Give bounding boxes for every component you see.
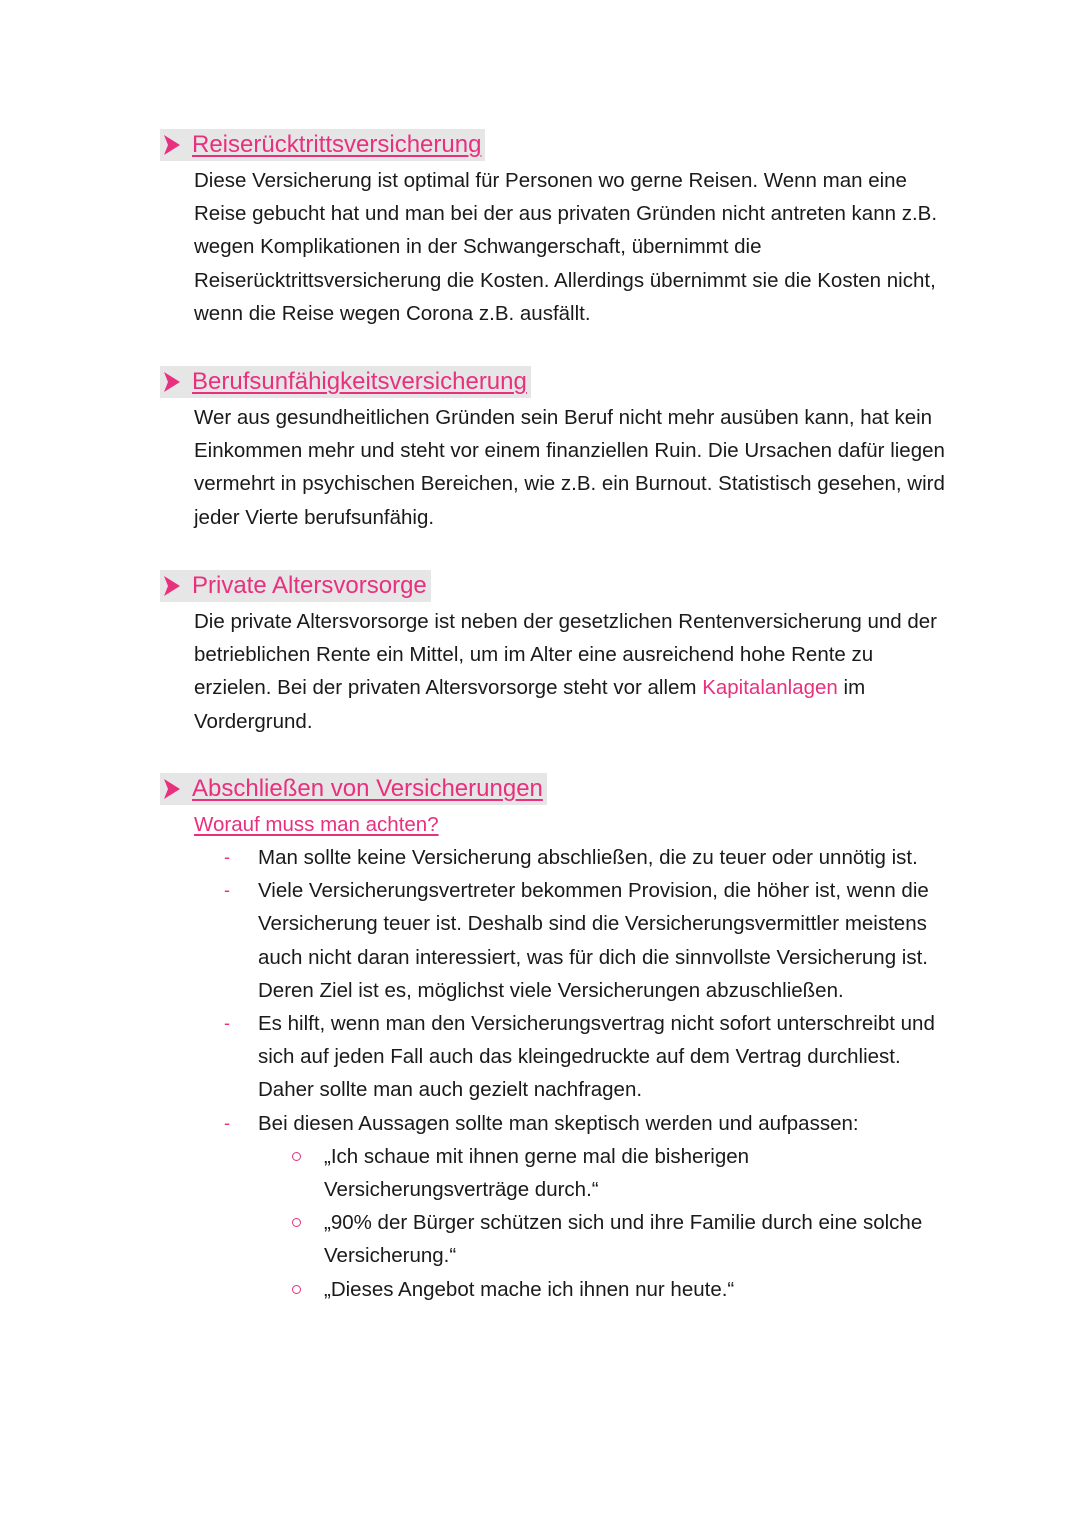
section-abschliessen xyxy=(160,772,960,1306)
list-item xyxy=(224,1107,954,1306)
circle-bullet-icon xyxy=(292,1152,301,1161)
list-item-text: Es hilft, wenn man den Versicherungsvertrag nicht sofort unterschreibt und sich auf jeden Fall auch das kleingedruckte auf dem Vertrag durchliest. Daher sollte man auch gezielt nachfragen. xyxy=(258,1012,935,1102)
section-title: Berufsunfähigkeitsversicherung xyxy=(192,368,527,395)
arrow-bullet-icon xyxy=(162,133,182,157)
section-paragraph: Wer aus gesundheitlichen Gründen sein Beruf nicht mehr ausüben kann, hat kein Einkommen mehr und steht vor einem finanziellen Ruin. Die Ursachen dafür liegen vermehrt in psychischen Bereichen, wie z.B. ein Burnout. Statistisch gesehen, wird jeder Vierte berufsunfähig. xyxy=(194,406,945,529)
list-item xyxy=(224,841,954,874)
quote-text: „Ich schaue mit ihnen gerne mal die bisherigen Versicherungsverträge durch.“ xyxy=(324,1144,750,1202)
quote-item xyxy=(290,1206,950,1272)
kapitalanlagen-link[interactable]: Kapitalanlagen xyxy=(702,676,838,700)
dash-bullet: - xyxy=(224,880,230,901)
arrow-bullet-icon xyxy=(162,777,182,801)
list-item-text: Viele Versicherungsvertreter bekommen Provision, die höher ist, wenn die Versicherung teuer ist. Deshalb sind die Versicherungsvermittler meistens auch nicht daran interessiert, was für dich die sinnvollste Versicherung ist. Deren Ziel ist es, möglichst viele Versicherungen abzuschließen. xyxy=(258,879,929,1002)
dash-bullet: - xyxy=(224,1112,230,1133)
quote-item xyxy=(290,1273,950,1306)
section-altersvorsorge xyxy=(160,569,960,738)
quote-text: „90% der Bürger schützen sich und ihre Familie durch eine solche Versicherung.“ xyxy=(324,1211,923,1268)
quote-item xyxy=(290,1140,950,1206)
heading-highlight xyxy=(160,773,547,805)
section-subheading: Worauf muss man achten? xyxy=(194,813,439,836)
list-item-text: Bei diesen Aussagen sollte man skeptisch werden und aufpassen: xyxy=(258,1111,859,1135)
checklist xyxy=(224,841,954,1306)
section-title: Abschließen von Versicherungen xyxy=(192,775,543,802)
heading-highlight xyxy=(160,366,531,398)
list-item xyxy=(224,1007,954,1107)
section-heading-row xyxy=(160,569,960,603)
heading-highlight xyxy=(160,570,431,602)
paragraph-text: Die private Altersvorsorge ist neben der gesetzlichen Rentenversicherung und der betrieblichen Rente ein Mittel, um im Alter eine ausreichend hohe Rente zu erzielen. Bei der privaten Altersvorsorge steht vor allem xyxy=(194,610,937,700)
circle-bullet-icon xyxy=(292,1285,301,1294)
dash-bullet: - xyxy=(224,847,230,867)
section-paragraph xyxy=(194,605,954,738)
section-title: Reiserücktrittsversicherung xyxy=(192,131,482,158)
section-paragraph: Diese Versicherung ist optimal für Personen wo gerne Reisen. Wenn man eine Reise gebucht hat und man bei der aus privaten Gründen nicht antreten kann z.B. wegen Komplikationen in der Schwangerschaft, übernimmt die Reiserücktrittsversicherung die Kosten. Allerdings übernimmt sie die Kosten nicht, wenn die Reise wegen Corona z.B. ausfällt. xyxy=(194,169,938,325)
quote-text: „Dieses Angebot mache ich ihnen nur heute.“ xyxy=(324,1277,735,1301)
heading-highlight xyxy=(160,129,485,161)
section-berufsunfaehigkeit xyxy=(160,365,960,534)
circle-bullet-icon xyxy=(292,1218,301,1227)
section-title: Private Altersvorsorge xyxy=(192,572,427,599)
arrow-bullet-icon xyxy=(162,574,182,598)
section-reiseruecktritt xyxy=(160,128,960,330)
arrow-bullet-icon xyxy=(162,370,182,394)
quote-list xyxy=(290,1140,950,1306)
dash-bullet: - xyxy=(224,1013,230,1034)
section-heading-row xyxy=(160,128,960,162)
list-item-text: Man sollte keine Versicherung abschließen, die zu teuer oder unnötig ist. xyxy=(258,846,918,869)
section-heading-row xyxy=(160,772,960,806)
section-heading-row xyxy=(160,365,960,399)
list-item xyxy=(224,874,954,1007)
paragraph-text: im Vordergrund. xyxy=(194,676,866,733)
